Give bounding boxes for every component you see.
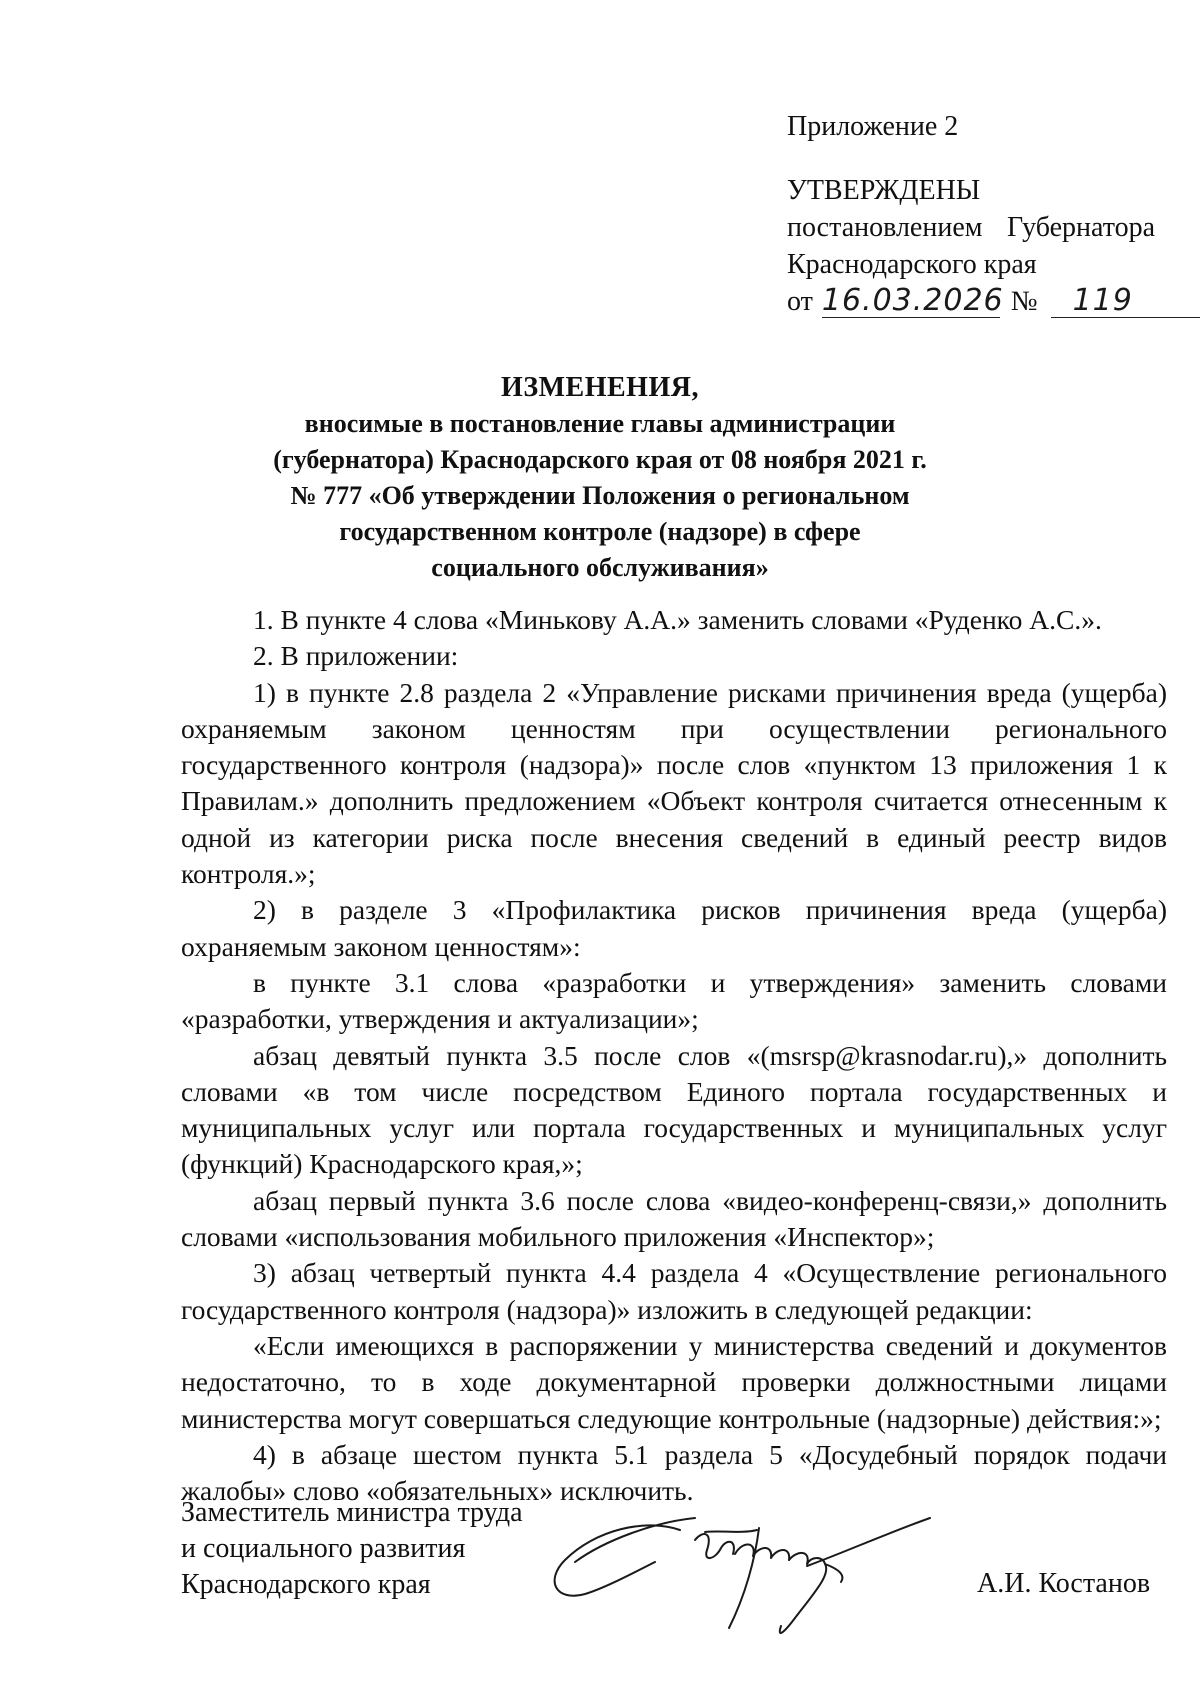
- heading-line: государственном контроле (надзоре) в сфере: [339, 517, 861, 546]
- approved-label: УТВЕРЖДЕНЫ: [787, 175, 981, 206]
- paragraph: 2. В приложении:: [253, 640, 459, 672]
- approval-block: [787, 108, 1167, 320]
- date-number-line: [787, 283, 1167, 320]
- handwritten-date: 16.03.2026: [821, 283, 1004, 318]
- paragraph: в пункте 3.1 слова «разработки и утверждения» заменить словами «разработки, утверждения и актуализации»;: [181, 966, 1167, 1035]
- approved-by-word: постановлением: [787, 212, 983, 243]
- appendix-label: Приложение 2: [787, 111, 959, 142]
- document-title: ИЗМЕНЕНИЯ,: [501, 372, 699, 403]
- document-body: [181, 602, 1167, 1509]
- signer-position-line: Краснодарского края: [181, 1569, 431, 1600]
- paragraph: 1) в пункте 2.8 раздела 2 «Управление рисками причинения вреда (ущерба) охраняемым законом ценностям при осуществлении регионального государственного контроля (надзора)» после слов «пунктом 13 приложения 1 к Правилам.» дополнить предложением «Объект контроля считается отнесенным к одной из категории риска после внесения сведений в единый реестр видов контроля.»;: [181, 676, 1167, 890]
- paragraph: абзац девятый пункта 3.5 после слов «(msrsp@krasnodar.ru),» дополнить словами «в том числе посредством Единого портала государственных и муниципальных услуг или портала государственных и муниципальных услуг (функций) Краснодарского края,»;: [181, 1039, 1167, 1180]
- paragraph: 3) абзац четвертый пункта 4.4 раздела 4 «Осуществление регионального государственного контроля (надзора)» изложить в следующей редакции:: [181, 1257, 1167, 1325]
- paragraph: «Если имеющихся в распоряжении у министерства сведений и документов недостаточно, то в ходе документарной проверки должностными лицами министерства могут совершаться следующие контрольные (надзорные) действия:»;: [181, 1329, 1167, 1434]
- approved-by-authority: Губернатора: [1006, 212, 1155, 243]
- number-sign: №: [1010, 286, 1038, 317]
- paragraph: 2) в разделе 3 «Профилактика рисков причинения вреда (ущерба) охраняемым законом ценностям»:: [181, 894, 1167, 962]
- approved-region: Краснодарского края: [787, 249, 1037, 280]
- heading-line: № 777 «Об утверждении Положения о региональном: [290, 481, 910, 510]
- signer-position: [181, 1495, 523, 1603]
- approved-by-line: [787, 209, 1155, 246]
- paragraph: 1. В пункте 4 слова «Минькову А.А.» заменить словами «Руденко А.С.».: [253, 604, 1102, 635]
- signer-position-line: Заместитель министра труда: [181, 1497, 523, 1528]
- handwritten-signature: [545, 1500, 935, 1650]
- paragraph: абзац первый пункта 3.6 после слова «видео-конференц-связи,» дополнить словами «использования мобильного приложения «Инспектор»;: [181, 1184, 1167, 1253]
- document-heading: [200, 370, 1000, 586]
- handwritten-number: 119: [1051, 285, 1200, 318]
- date-prefix: от: [787, 286, 813, 317]
- heading-line: социального обслуживания»: [431, 553, 769, 582]
- heading-line: (губернатора) Краснодарского края от 08 ноября 2021 г.: [273, 445, 927, 474]
- heading-line: вносимые в постановление главы администрации: [304, 409, 896, 438]
- signer-name: А.И. Костанов: [977, 1568, 1151, 1599]
- paragraph: 4) в абзаце шестом пункта 5.1 раздела 5 «Досудебный порядок подачи жалобы» слово «обязательных» исключить.: [181, 1438, 1167, 1507]
- signer-position-line: и социального развития: [181, 1533, 466, 1564]
